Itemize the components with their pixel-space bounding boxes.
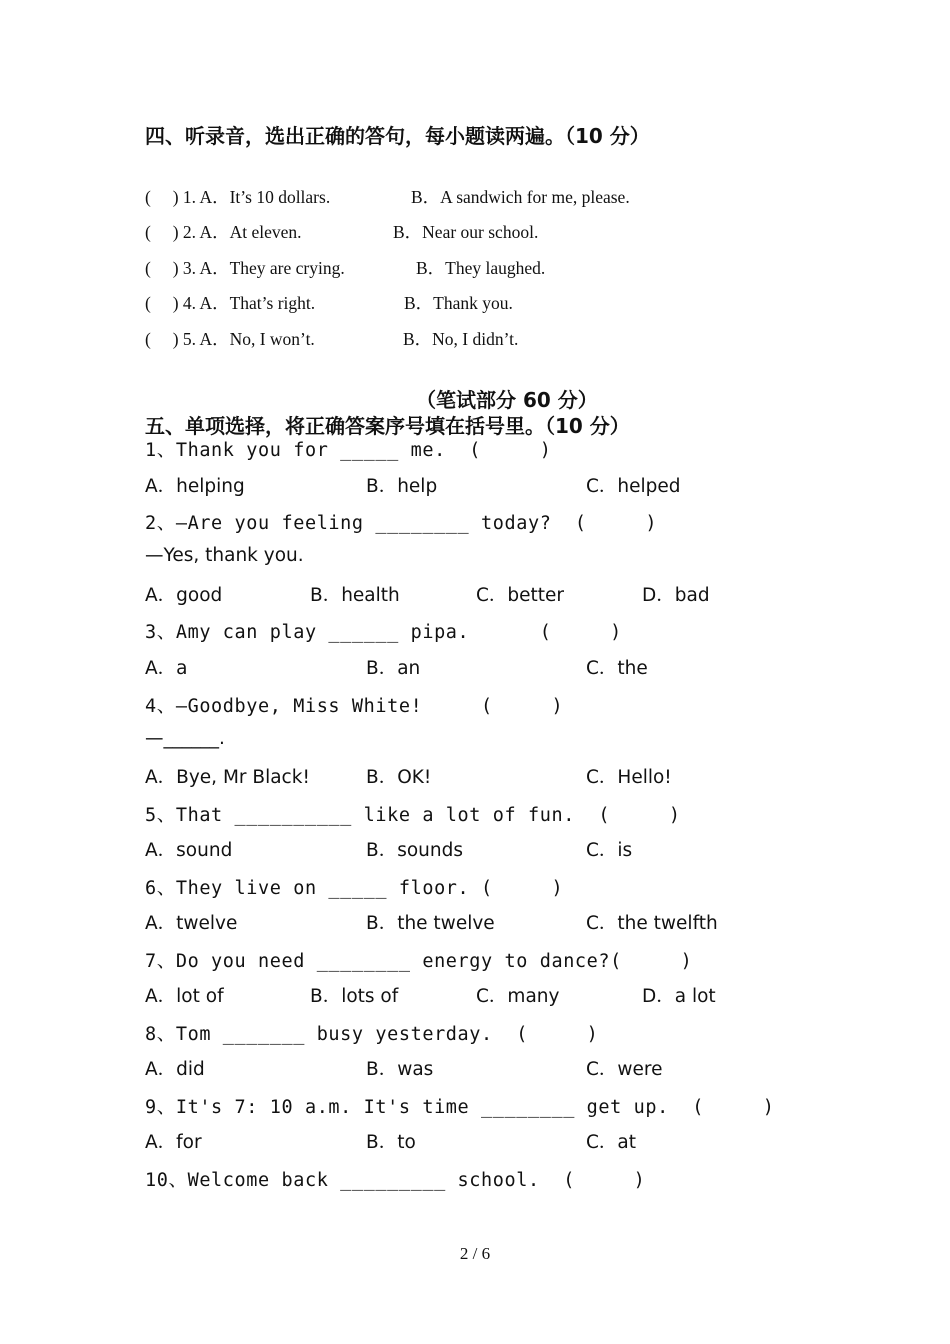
listening-item-3-a: ( ) 3. A．They are crying. xyxy=(145,258,345,278)
q2-option-d: D．bad xyxy=(642,585,710,606)
written-part-title: （笔试部分 60 分） xyxy=(416,388,598,412)
q2-option-a: A．good xyxy=(145,585,223,606)
q8-option-c: C．were xyxy=(586,1059,663,1080)
q2-reply: —Yes, thank you. xyxy=(145,545,304,566)
listening-item-2-b: B．Near our school. xyxy=(393,222,539,242)
listening-item-5-a: ( ) 5. A．No, I won’t. xyxy=(145,329,315,349)
question-10: 10、Welcome back _________ school. ( ) xyxy=(145,1170,646,1191)
q4-option-c: C．Hello! xyxy=(586,767,672,788)
q8-option-a: A．did xyxy=(145,1059,205,1080)
question-7: 7、Do you need ________ energy to dance?( ) xyxy=(145,951,693,972)
listening-item-3-b: B．They laughed. xyxy=(416,258,546,278)
question-5: 5、That __________ like a lot of fun. ( ) xyxy=(145,805,681,826)
question-1: 1、Thank you for _____ me. ( ) xyxy=(145,440,552,461)
q9-option-b: B．to xyxy=(366,1132,416,1153)
q6-option-b: B．the twelve xyxy=(366,913,495,934)
q6-option-c: C．the twelfth xyxy=(586,913,718,934)
listening-item-2-a: ( ) 2. A．At eleven. xyxy=(145,222,302,242)
q7-option-c: C．many xyxy=(476,986,560,1007)
listening-item-4-b: B．Thank you. xyxy=(404,293,513,313)
q9-option-c: C．at xyxy=(586,1132,637,1153)
q7-option-b: B．lots of xyxy=(310,986,399,1007)
question-2: 2、—Are you feeling ________ today? ( ) xyxy=(145,513,658,534)
q7-option-a: A．lot of xyxy=(145,986,224,1007)
q3-option-b: B．an xyxy=(366,658,421,679)
q5-option-b: B．sounds xyxy=(366,840,463,861)
q4-option-a: A．Bye, Mr Black! xyxy=(145,767,310,788)
question-6: 6、They live on _____ floor. ( ) xyxy=(145,878,564,899)
listening-item-5-b: B．No, I didn’t. xyxy=(403,329,519,349)
q2-option-c: C．better xyxy=(476,585,565,606)
q1-option-c: C．helped xyxy=(586,476,681,497)
question-3: 3、Amy can play ______ pipa. ( ) xyxy=(145,622,622,643)
question-4: 4、—Goodbye, Miss White! ( ) xyxy=(145,696,564,717)
q4-reply: —______. xyxy=(145,728,225,749)
question-9: 9、It's 7: 10 a.m. It's time ________ get up. ( ) xyxy=(145,1097,775,1118)
q3-option-c: C．the xyxy=(586,658,648,679)
section-4-heading: 四、听录音，选出正确的答句，每小题读两遍。（10 分） xyxy=(145,124,650,148)
page-number: 2 / 6 xyxy=(459,1244,491,1263)
q5-option-a: A．sound xyxy=(145,840,233,861)
question-8: 8、Tom _______ busy yesterday. ( ) xyxy=(145,1024,599,1045)
listening-item-1-a: ( ) 1. A．It’s 10 dollars. xyxy=(145,187,331,207)
q9-option-a: A．for xyxy=(145,1132,202,1153)
q7-option-d: D．a lot xyxy=(642,986,716,1007)
q2-option-b: B．health xyxy=(310,585,400,606)
q1-option-b: B．help xyxy=(366,476,438,497)
section-5-heading: 五、单项选择，将正确答案序号填在括号里。（10 分） xyxy=(145,414,630,438)
q5-option-c: C．is xyxy=(586,840,633,861)
q1-option-a: A．helping xyxy=(145,476,245,497)
q4-option-b: B．OK! xyxy=(366,767,432,788)
listening-item-4-a: ( ) 4. A．That’s right. xyxy=(145,293,316,313)
q6-option-a: A．twelve xyxy=(145,913,238,934)
q3-option-a: A．a xyxy=(145,658,188,679)
q8-option-b: B．was xyxy=(366,1059,434,1080)
listening-item-1-b: B．A sandwich for me, please. xyxy=(411,187,630,207)
